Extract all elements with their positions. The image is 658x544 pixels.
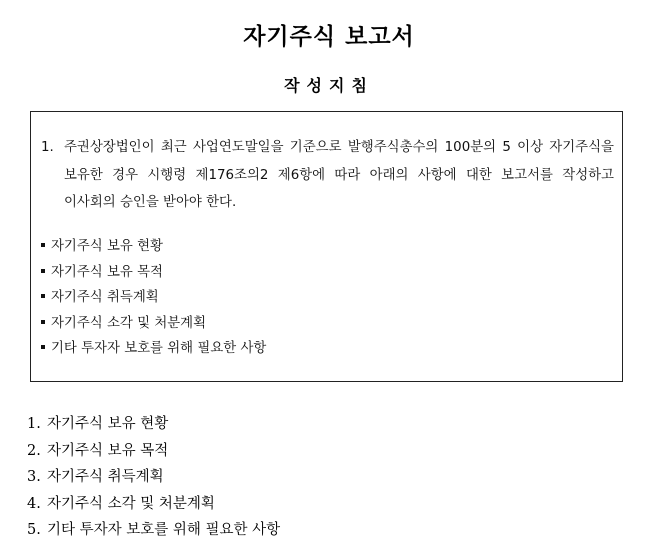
toc-number: 4. (27, 495, 41, 512)
bullet-item (41, 285, 266, 311)
bullet-marker (41, 269, 45, 273)
bullet-marker (41, 294, 45, 298)
bullet-marker (41, 320, 45, 324)
bullet-text: 기타 투자자 보호를 위해 필요한 사항 (51, 341, 267, 357)
guideline-box (30, 111, 623, 382)
toc-item (27, 464, 280, 491)
toc-item (27, 517, 280, 544)
bullet-marker (41, 243, 45, 247)
toc-number: 2. (27, 442, 41, 459)
paragraph-text: 주권상장법인이 최근 사업연도말일을 기준으로 발행주식총수의 100분의 5 이상 자기주식을 보유한 경우 시행령 제176조의2 제6항에 따라 아래의 사항에 대한 보고서를 작성하고 이사회의 승인을 받아야 한다. (64, 140, 614, 210)
paragraph-number: 1. (41, 140, 54, 155)
toc-number: 1. (27, 416, 41, 432)
bullet-text: 자기주식 보유 목적 (51, 264, 163, 280)
bullet-item (41, 260, 266, 286)
toc-number: 3. (27, 469, 41, 485)
toc-number: 5. (27, 522, 41, 538)
bullet-item (41, 336, 266, 362)
bullet-text: 자기주식 소각 및 처분계획 (51, 315, 207, 331)
toc-label: 기타 투자자 보호를 위해 필요한 사항 (47, 522, 281, 538)
bullet-marker (41, 345, 45, 349)
bullet-item (41, 311, 266, 337)
toc-item (27, 491, 280, 518)
guideline-paragraph (41, 134, 614, 217)
toc-label: 자기주식 보유 현황 (47, 416, 169, 432)
toc-label: 자기주식 소각 및 처분계획 (47, 495, 215, 512)
document-title: 자기주식 보고서 (243, 24, 415, 50)
toc-item (27, 411, 280, 438)
bullet-item (41, 234, 266, 260)
toc-label: 자기주식 취득계획 (47, 469, 164, 485)
toc-item (27, 438, 280, 465)
toc-label: 자기주식 보유 목적 (47, 442, 169, 459)
bullet-text: 자기주식 취득계획 (51, 290, 159, 306)
bullet-text: 자기주식 보유 현황 (51, 239, 163, 254)
guideline-bullet-list (41, 234, 266, 362)
table-of-contents (27, 411, 280, 544)
section-subtitle: 작성지침 (284, 76, 374, 95)
